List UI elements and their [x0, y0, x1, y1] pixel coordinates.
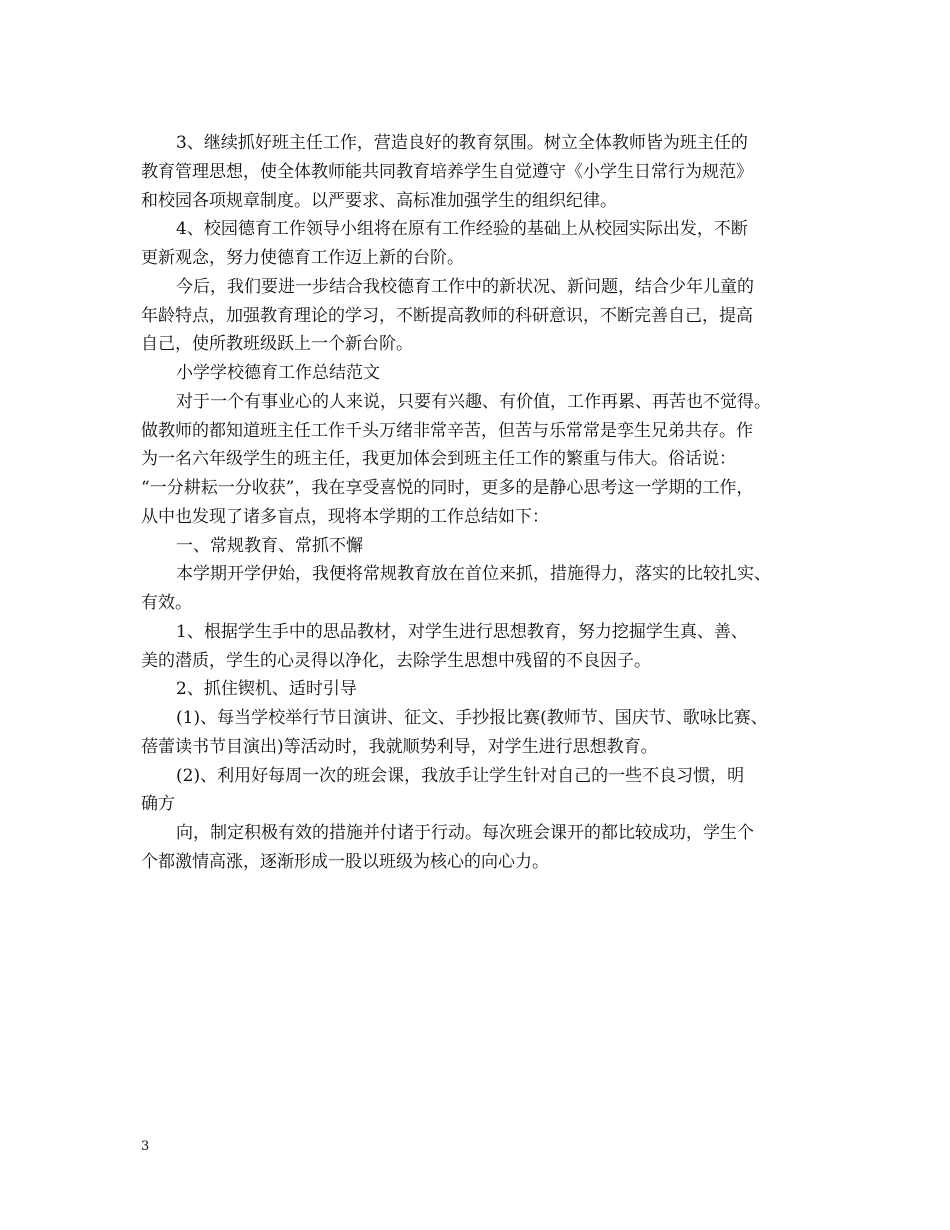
- paragraph-line: 自己，使所教班级跃上一个新台阶。: [141, 334, 413, 355]
- paragraph-line: 和校园各项规章制度。以严要求、高标准加强学生的组织纪律。: [141, 190, 617, 211]
- paragraph-line: 从中也发现了诸多盲点，现将本学期的工作总结如下：: [141, 506, 549, 527]
- paragraph-line: 向，制定积极有效的措施并付诸于行动。每次班会课开的都比较成功，学生个: [176, 823, 754, 843]
- paragraph-line: 更新观念，努力使德育工作迈上新的台阶。: [141, 248, 464, 268]
- paragraph-line: 个都激情高涨，逐渐形成一股以班级为核心的向心力。: [141, 851, 549, 872]
- paragraph-line: 年龄特点，加强教育理论的学习，不断提高教师的科研意识，不断完善自己，提高: [141, 305, 753, 326]
- subsection-heading: 2、抓住锲机、适时引导: [176, 679, 357, 700]
- paragraph-line: 教育管理思想，使全体教师能共同教育培养学生自觉遵守《小学生日常行为规范》: [141, 161, 753, 182]
- paragraph-line: 今后，我们要进一步结合我校德育工作中的新状况、新问题，结合少年儿童的: [176, 276, 754, 297]
- paragraph-line: 有效。: [141, 593, 192, 613]
- subsection-heading: 一、常规教育、常抓不懈: [176, 535, 363, 556]
- paragraph-line: 蓓蕾读书节目演出)等活动时，我就顺势利导，对学生进行思想教育。: [141, 736, 658, 757]
- paragraph-line: 4、校园德育工作领导小组将在原有工作经验的基础上从校园实际出发，不断: [176, 219, 748, 240]
- paragraph-line: 本学期开学伊始，我便将常规教育放在首位来抓，措施得力，落实的比较扎实、: [176, 564, 771, 585]
- paragraph-line: 美的潜质，学生的心灵得以净化，去除学生思想中残留的不良因子。: [141, 650, 651, 671]
- paragraph-line: 1、根据学生手中的思品教材，对学生进行思想教育，努力挖掘学生真、善、: [176, 621, 748, 642]
- paragraph-line: “一分耕耘一分收获”，我在享受喜悦的同时，更多的是静心思考这一学期的工作，: [141, 478, 754, 498]
- paragraph-line: (2)、利用好每周一次的班会课，我放手让学生针对自己的一些不良习惯，明: [176, 765, 745, 786]
- paragraph-line: (1)、每当学校举行节日演讲、征文、手抄报比赛(教师节、国庆节、歌咏比赛、: [176, 708, 768, 728]
- paragraph-line: 做教师的都知道班主任工作千头万绪非常辛苦，但苦与乐常常是孪生兄弟共存。作: [141, 420, 753, 441]
- paragraph-line: 对于一个有事业心的人来说，只要有兴趣、有价值，工作再累、再苦也不觉得。: [176, 391, 771, 412]
- section-title: 小学学校德育工作总结范文: [176, 363, 380, 383]
- page-number: 3: [141, 1139, 150, 1154]
- paragraph-line: 3、继续抓好班主任工作，营造良好的教育氛围。树立全体教师皆为班主任的: [176, 133, 748, 153]
- paragraph-line: 确方: [141, 794, 175, 815]
- document-body: [141, 129, 831, 877]
- paragraph-line: 为一名六年级学生的班主任，我更加体会到班主任工作的繁重与伟大。俗话说：: [141, 449, 736, 470]
